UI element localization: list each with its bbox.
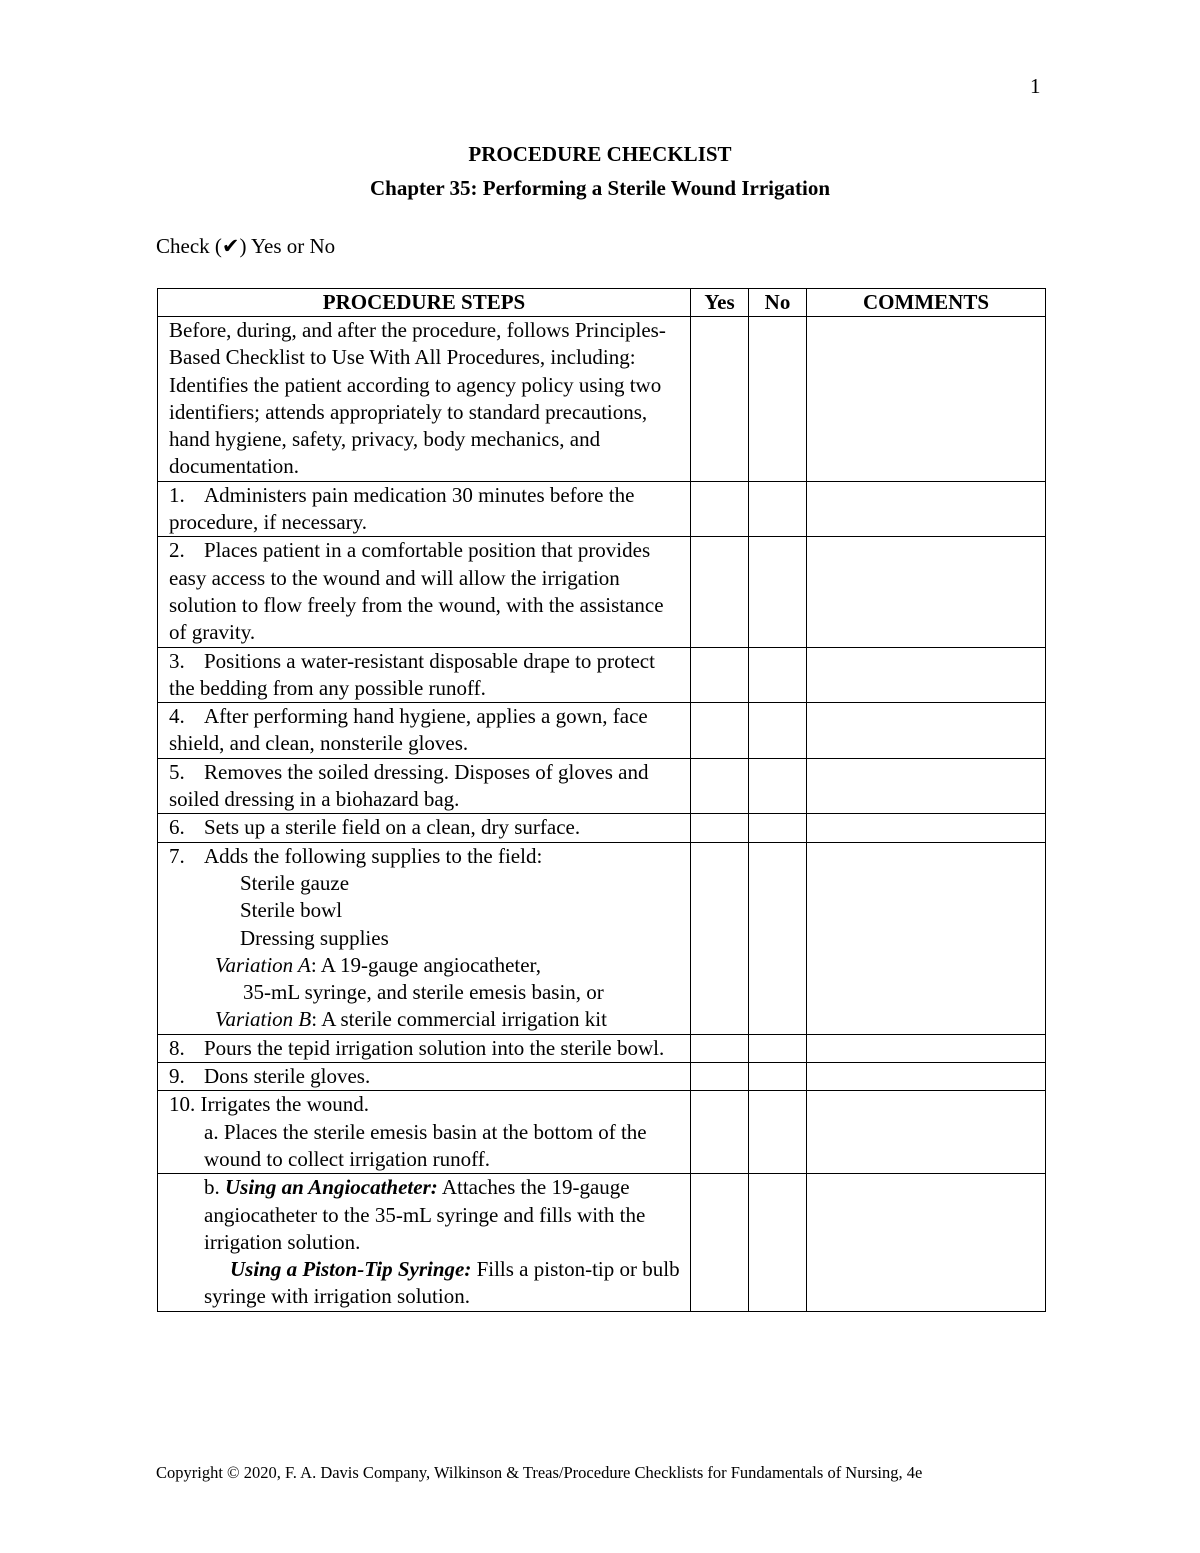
yes-cell[interactable] bbox=[691, 317, 749, 482]
step-text: Adds the following supplies to the field: bbox=[204, 843, 543, 868]
no-cell[interactable] bbox=[749, 1063, 807, 1091]
step-number: 5. bbox=[169, 759, 185, 784]
page-title: PROCEDURE CHECKLIST bbox=[468, 142, 732, 166]
step-6 bbox=[158, 814, 691, 842]
copyright-footer: Copyright © 2020, F. A. Davis Company, Wilkinson & Treas/Procedure Checklists for Fundamentals of Nursing, 4e bbox=[156, 1463, 923, 1482]
step-10b-angiocatheter bbox=[169, 1174, 682, 1256]
table-row bbox=[158, 758, 1046, 814]
table-row bbox=[158, 814, 1046, 842]
variation-a-text: : A 19-gauge angiocatheter, bbox=[310, 952, 541, 977]
piston-tip-text: Fills a piston-tip or bulb syringe with irrigation solution. bbox=[204, 1257, 680, 1309]
no-cell[interactable] bbox=[749, 1174, 807, 1311]
table-row bbox=[158, 1034, 1046, 1062]
yes-cell[interactable] bbox=[691, 1174, 749, 1311]
variation-b-text: : A sterile commercial irrigation kit bbox=[311, 1007, 607, 1032]
variation-a-continued: 35-mL syringe, and sterile emesis basin, or bbox=[243, 980, 604, 1005]
yes-cell[interactable] bbox=[691, 1063, 749, 1091]
step-1 bbox=[158, 481, 691, 537]
yes-cell[interactable] bbox=[691, 647, 749, 703]
yes-cell[interactable] bbox=[691, 703, 749, 759]
step-principles: Before, during, and after the procedure, follows Principles-Based Checklist to Use With All Procedures, including: Identifies the patient according to agency policy using two identifiers; attends appropriately to standard precautions, hand hygiene, safety, privacy, body mechanics, and documentation. bbox=[158, 317, 691, 482]
step-number: 4. bbox=[169, 704, 185, 729]
step-10b bbox=[158, 1174, 691, 1311]
comments-cell[interactable] bbox=[807, 317, 1046, 482]
step-10b-prefix: b. bbox=[204, 1175, 225, 1200]
header-no: No bbox=[749, 289, 807, 317]
step-number: 1. bbox=[169, 482, 185, 507]
table-row bbox=[158, 703, 1046, 759]
step-10 bbox=[158, 1091, 691, 1174]
supply-item: Dressing supplies bbox=[240, 925, 389, 950]
table-header-row bbox=[158, 289, 1046, 317]
step-text: Administers pain medication 30 minutes before the procedure, if necessary. bbox=[169, 482, 635, 535]
chapter-subtitle: Chapter 35: Performing a Sterile Wound Irrigation bbox=[369, 176, 831, 200]
comments-cell[interactable] bbox=[807, 842, 1046, 1034]
table-row bbox=[158, 647, 1046, 703]
no-cell[interactable] bbox=[749, 1091, 807, 1174]
yes-cell[interactable] bbox=[691, 758, 749, 814]
step-number: 10. bbox=[169, 1092, 196, 1117]
step-number: 8. bbox=[169, 1035, 185, 1060]
table-row bbox=[158, 537, 1046, 647]
check-instruction: Check (✔) Yes or No bbox=[156, 234, 336, 258]
table-row bbox=[158, 1091, 1046, 1174]
variation-b bbox=[169, 1006, 682, 1033]
no-cell[interactable] bbox=[749, 842, 807, 1034]
no-cell[interactable] bbox=[749, 1034, 807, 1062]
no-cell[interactable] bbox=[749, 703, 807, 759]
no-cell[interactable] bbox=[749, 481, 807, 537]
variation-b-label: Variation B bbox=[215, 1007, 312, 1032]
no-cell[interactable] bbox=[749, 647, 807, 703]
header-procedure-steps: PROCEDURE STEPS bbox=[158, 289, 691, 317]
step-8 bbox=[158, 1034, 691, 1062]
comments-cell[interactable] bbox=[807, 537, 1046, 647]
step-10a: a. Places the sterile emesis basin at the bottom of the wound to collect irrigation runoff. bbox=[204, 1119, 647, 1171]
table-row bbox=[158, 842, 1046, 1034]
header-comments: COMMENTS bbox=[807, 289, 1046, 317]
comments-cell[interactable] bbox=[807, 1063, 1046, 1091]
step-7 bbox=[158, 842, 691, 1034]
comments-cell[interactable] bbox=[807, 647, 1046, 703]
step-number: 3. bbox=[169, 648, 185, 673]
table-row bbox=[158, 1063, 1046, 1091]
table-row bbox=[158, 1174, 1046, 1311]
table-row bbox=[158, 317, 1046, 482]
supply-item: Sterile bowl bbox=[240, 898, 343, 923]
step-text: Positions a water-resistant disposable drape to protect the bedding from any possible runoff. bbox=[169, 648, 655, 700]
step-9 bbox=[158, 1063, 691, 1091]
yes-cell[interactable] bbox=[691, 814, 749, 842]
page-number: 1 bbox=[1030, 74, 1041, 98]
step-3 bbox=[158, 647, 691, 703]
comments-cell[interactable] bbox=[807, 1091, 1046, 1174]
no-cell[interactable] bbox=[749, 537, 807, 647]
step-10b-piston bbox=[169, 1256, 682, 1311]
procedure-checklist-table bbox=[157, 288, 1046, 1312]
variation-a-label: Variation A bbox=[215, 952, 311, 977]
step-number: 7. bbox=[169, 843, 185, 868]
yes-cell[interactable] bbox=[691, 1034, 749, 1062]
step-text: Irrigates the wound. bbox=[200, 1092, 370, 1117]
supply-item: Sterile gauze bbox=[240, 870, 350, 895]
no-cell[interactable] bbox=[749, 758, 807, 814]
variation-a bbox=[169, 952, 682, 979]
comments-cell[interactable] bbox=[807, 703, 1046, 759]
comments-cell[interactable] bbox=[807, 1034, 1046, 1062]
header-yes: Yes bbox=[691, 289, 749, 317]
yes-cell[interactable] bbox=[691, 481, 749, 537]
table-row bbox=[158, 481, 1046, 537]
step-text: Pours the tepid irrigation solution into the sterile bowl. bbox=[204, 1035, 665, 1060]
step-text: After performing hand hygiene, applies a gown, face shield, and clean, nonsterile gloves. bbox=[169, 704, 648, 756]
step-text: Removes the soiled dressing. Disposes of gloves and soiled dressing in a biohazard bag. bbox=[169, 759, 649, 812]
step-4 bbox=[158, 703, 691, 759]
yes-cell[interactable] bbox=[691, 1091, 749, 1174]
comments-cell[interactable] bbox=[807, 758, 1046, 814]
step-number: 2. bbox=[169, 538, 185, 563]
no-cell[interactable] bbox=[749, 814, 807, 842]
angiocatheter-label: Using an Angiocatheter: bbox=[225, 1175, 438, 1200]
piston-tip-label: Using a Piston-Tip Syringe: bbox=[230, 1257, 472, 1282]
comments-cell[interactable] bbox=[807, 1174, 1046, 1311]
step-2 bbox=[158, 537, 691, 647]
step-text: Sets up a sterile field on a clean, dry surface. bbox=[204, 815, 581, 840]
yes-cell[interactable] bbox=[691, 842, 749, 1034]
step-number: 9. bbox=[169, 1064, 185, 1089]
step-number: 6. bbox=[169, 815, 185, 840]
step-text: Places patient in a comfortable position that provides easy access to the wound and will allow the irrigation solution to flow freely from the wound, with the assistance of gravity. bbox=[169, 538, 664, 645]
comments-cell[interactable] bbox=[807, 481, 1046, 537]
no-cell[interactable] bbox=[749, 317, 807, 482]
step-5 bbox=[158, 758, 691, 814]
angiocatheter-text: Attaches the 19-gauge angiocatheter to the 35-mL syringe and fills with the irrigation solution. bbox=[204, 1175, 646, 1254]
yes-cell[interactable] bbox=[691, 537, 749, 647]
step-text: Dons sterile gloves. bbox=[204, 1064, 371, 1089]
comments-cell[interactable] bbox=[807, 814, 1046, 842]
